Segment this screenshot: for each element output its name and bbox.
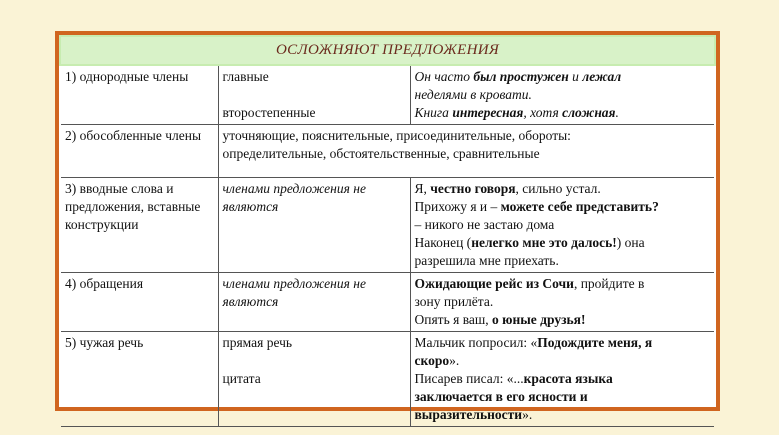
example-highlight: честно говоря xyxy=(430,181,516,196)
example-text: , пройдите в xyxy=(573,276,645,291)
row-examples xyxy=(410,332,714,427)
example-line xyxy=(415,275,711,293)
example-text: Опять я ваш, xyxy=(414,312,493,327)
function-line: цитата xyxy=(222,371,261,386)
row-type: 3) вводные слова и предложения, вставные конструкции xyxy=(61,178,218,273)
row-function xyxy=(218,332,410,427)
row-function: членами предложения не являются xyxy=(218,178,410,273)
example-line xyxy=(415,370,711,388)
example-highlight: можете себе представить? xyxy=(500,199,659,214)
table-row xyxy=(61,273,714,332)
example-highlight: нелегко мне это далось! xyxy=(471,235,617,250)
example-text: Прихожу я и – xyxy=(414,199,501,214)
example-line xyxy=(415,252,711,270)
example-highlight: красота языка xyxy=(523,371,613,386)
example-text: и xyxy=(568,69,583,84)
example-highlight: был простужен xyxy=(473,69,569,84)
table-row xyxy=(61,66,714,125)
description-line: определительные, обстоятельственные, сравнительные xyxy=(222,146,540,161)
example-text: Мальчик попросил: « xyxy=(414,335,538,350)
example-line xyxy=(415,104,711,122)
function-line: второстепенные xyxy=(222,105,316,120)
example-highlight: Ожидающие рейс из Сочи xyxy=(414,276,574,291)
example-text: ». xyxy=(449,353,460,368)
row-description xyxy=(218,125,714,178)
description-line: уточняющие, пояснительные, присоединительные, обороты: xyxy=(222,128,571,143)
example-highlight: лежал xyxy=(582,69,622,84)
example-text: . xyxy=(615,105,619,120)
example-highlight: Подождите меня, я xyxy=(537,335,653,350)
function-line: главные xyxy=(222,69,269,84)
example-text: неделями в кровати. xyxy=(414,87,532,102)
example-line xyxy=(415,352,711,370)
example-line xyxy=(415,216,711,234)
example-highlight: скоро xyxy=(414,353,450,368)
example-line xyxy=(415,234,711,252)
example-text: Писарев писал: «... xyxy=(414,371,524,386)
row-type: 5) чужая речь xyxy=(61,332,218,427)
table-row xyxy=(61,178,714,273)
example-text: ) она xyxy=(616,235,645,250)
example-line xyxy=(415,334,711,352)
row-function xyxy=(218,66,410,125)
complications-table xyxy=(61,66,714,427)
example-text: – никого не застаю дома xyxy=(414,217,555,232)
table-title: ОСЛОЖНЯЮТ ПРЕДЛОЖЕНИЯ xyxy=(59,35,716,66)
example-highlight: заключается в его ясности и xyxy=(414,389,588,404)
example-line xyxy=(415,68,711,86)
row-examples xyxy=(410,178,714,273)
example-line xyxy=(415,293,711,311)
example-text: Я, xyxy=(414,181,431,196)
example-line xyxy=(415,388,711,406)
table-row xyxy=(61,125,714,178)
content-frame xyxy=(55,31,720,422)
row-examples xyxy=(410,66,714,125)
example-text: Он часто xyxy=(414,69,474,84)
example-text: , сильно устал. xyxy=(515,181,601,196)
example-line xyxy=(415,86,711,104)
row-type: 1) однородные члены xyxy=(61,66,218,125)
example-highlight: интересная xyxy=(452,105,524,120)
example-text: ». xyxy=(522,407,533,422)
example-line xyxy=(415,311,711,329)
example-highlight: выразительности xyxy=(414,407,523,422)
example-line xyxy=(415,180,711,198)
example-text: Наконец ( xyxy=(414,235,472,250)
example-highlight: о юные друзья! xyxy=(492,312,586,327)
row-examples xyxy=(410,273,714,332)
example-line xyxy=(415,406,711,424)
example-text: Книга xyxy=(414,105,453,120)
table-row xyxy=(61,332,714,427)
row-type: 2) обособленные члены xyxy=(61,125,218,178)
example-line xyxy=(415,198,711,216)
row-type: 4) обращения xyxy=(61,273,218,332)
example-text: , хотя xyxy=(523,105,563,120)
function-line: прямая речь xyxy=(222,335,293,350)
example-text: зону прилёта. xyxy=(414,294,494,309)
example-text: разрешила мне приехать. xyxy=(414,253,559,268)
example-highlight: сложная xyxy=(562,105,616,120)
row-function: членами предложения не являются xyxy=(218,273,410,332)
